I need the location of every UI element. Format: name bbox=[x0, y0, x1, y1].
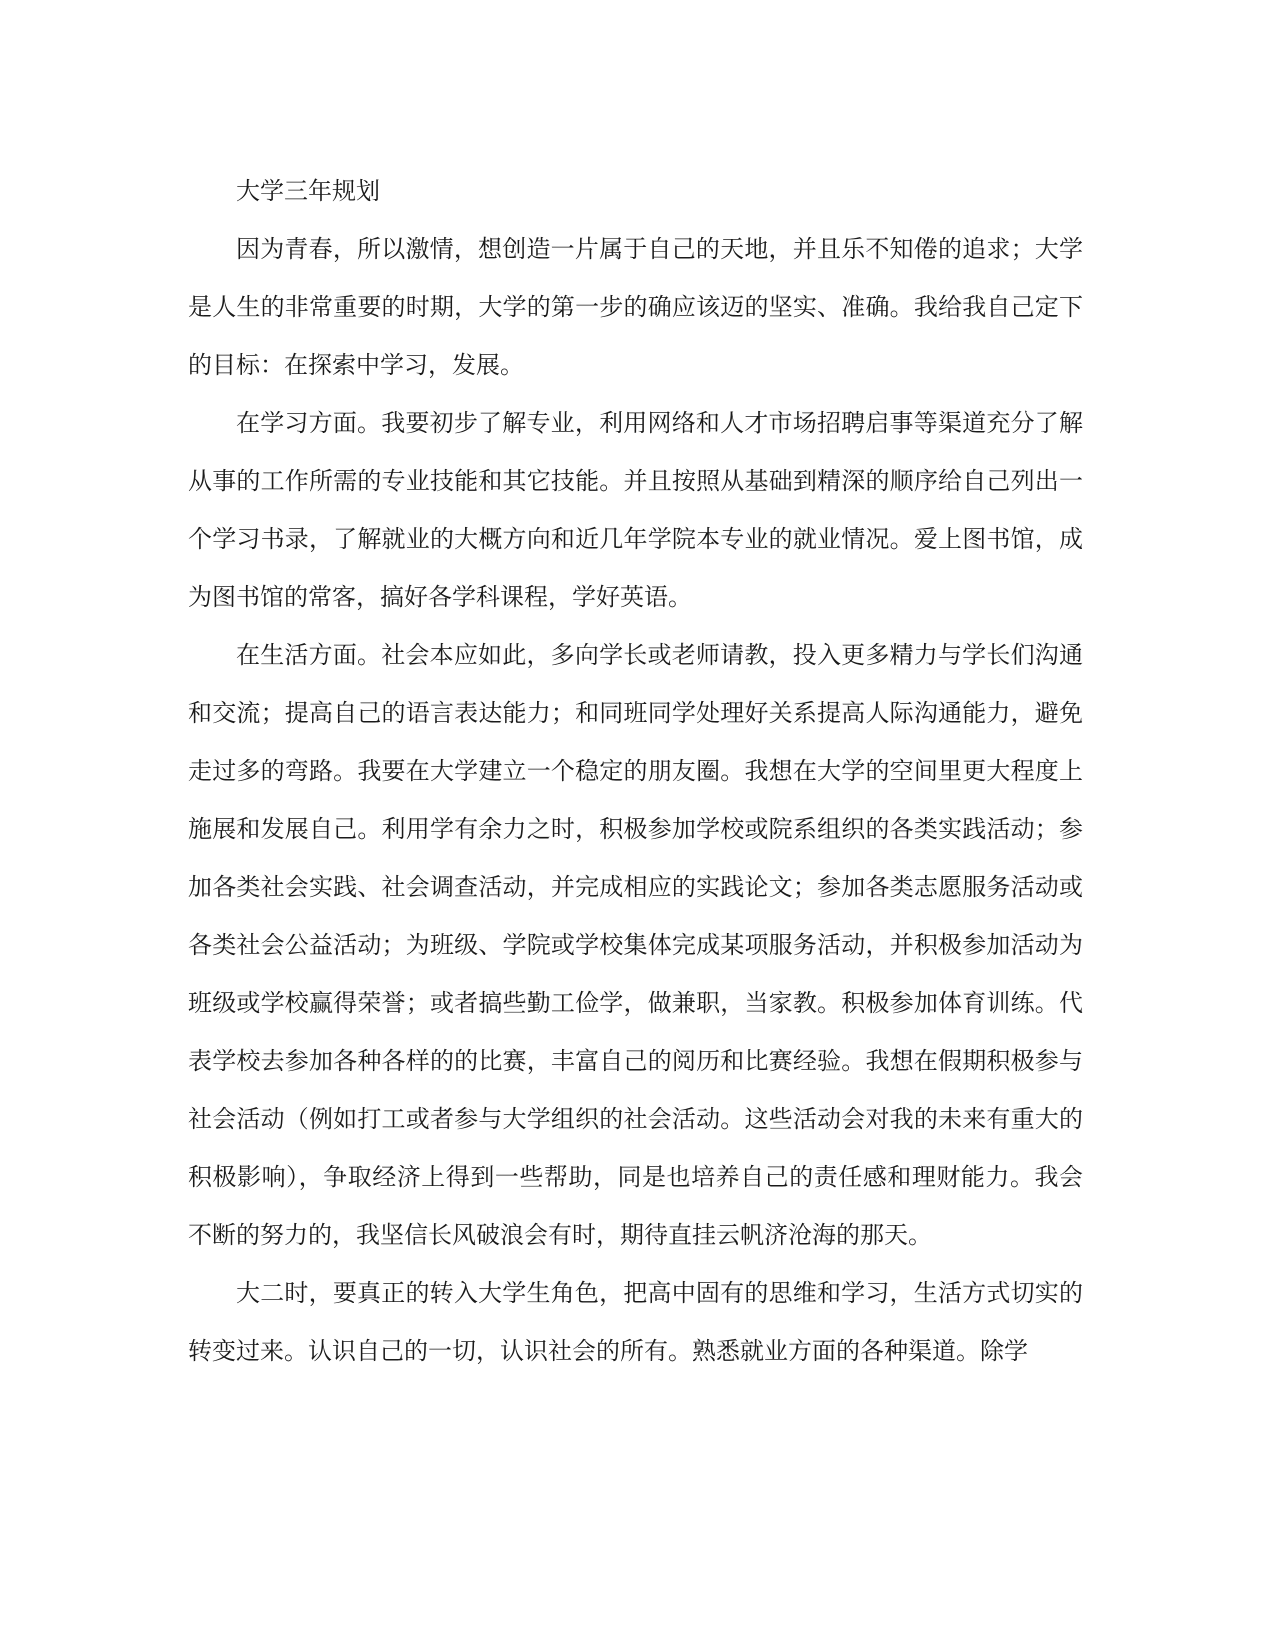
document-title: 大学三年规划 bbox=[236, 177, 380, 205]
paragraph-sophomore: 大二时，要真正的转入大学生角色，把高中固有的思维和学习，生活方式切实的转变过来。认识自己的一切，认识社会的所有。熟悉就业方面的各种渠道。除学 bbox=[188, 1279, 1083, 1365]
paragraph-study: 在学习方面。我要初步了解专业，利用网络和人才市场招聘启事等渠道充分了解从事的工作所需的专业技能和其它技能。并且按照从基础到精深的顺序给自己列出一个学习书录，了解就业的大概方向和近几年学院本专业的就业情况。爱上图书馆，成为图书馆的常客，搞好各学科课程，学好英语。 bbox=[188, 409, 1083, 611]
paragraph-intro: 因为青春，所以激情，想创造一片属于自己的天地，并且乐不知倦的追求；大学是人生的非常重要的时期，大学的第一步的确应该迈的坚实、准确。我给我自己定下的目标：在探索中学习，发展。 bbox=[188, 235, 1083, 379]
document-body bbox=[188, 162, 1083, 1380]
paragraph-life: 在生活方面。社会本应如此，多向学长或老师请教，投入更多精力与学长们沟通和交流；提高自己的语言表达能力；和同班同学处理好关系提高人际沟通能力，避免走过多的弯路。我要在大学建立一个稳定的朋友圈。我想在大学的空间里更大程度上施展和发展自己。利用学有余力之时，积极参加学校或院系组织的各类实践活动；参加各类社会实践、社会调查活动，并完成相应的实践论文；参加各类志愿服务活动或各类社会公益活动；为班级、学院或学校集体完成某项服务活动，并积极参加活动为班级或学校赢得荣誉；或者搞些勤工俭学，做兼职，当家教。积极参加体育训练。代表学校去参加各种各样的的比赛，丰富自己的阅历和比赛经验。我想在假期积极参与社会活动（例如打工或者参与大学组织的社会活动。这些活动会对我的未来有重大的积极影响），争取经济上得到一些帮助，同是也培养自己的责任感和理财能力。我会不断的努力的，我坚信长风破浪会有时，期待直挂云帆济沧海的那天。 bbox=[188, 641, 1083, 1249]
